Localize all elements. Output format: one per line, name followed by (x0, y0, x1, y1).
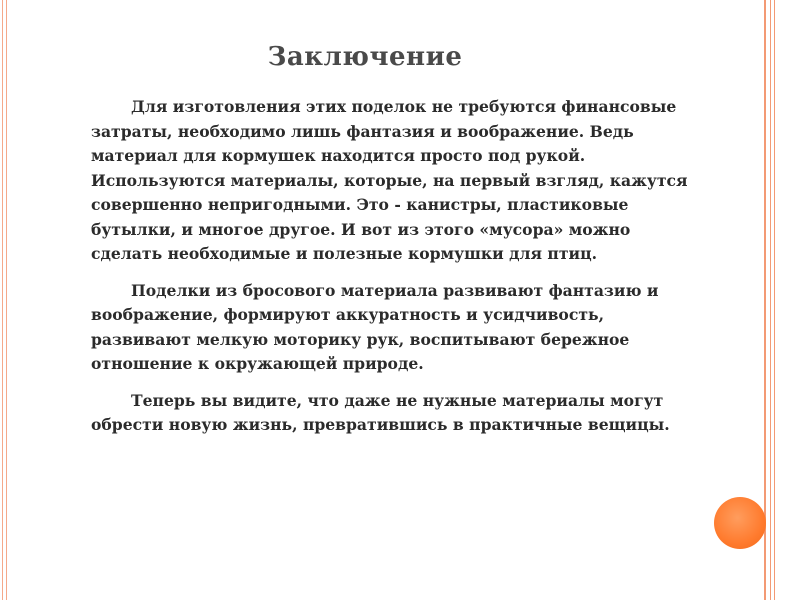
left-border-line (2, 0, 3, 600)
paragraph-text: Теперь вы видите, что даже не нужные материалы могут обрести новую жизнь, превратившись в практичные вещицы. (91, 390, 670, 434)
paragraph-text: Для изготовления этих поделок не требуются финансовые затраты, необходимо лишь фантазия и воображение. Ведь материал для кормушек находится просто под рукой. Используются материалы, которые, на первый взгляд, кажутся совершенно непригодными. Это - канистры, пластиковые бутылки, и многое другое. И вот из этого «мусора» можно сделать необходимые и полезные кормушки для птиц. (91, 97, 688, 263)
right-decorative-line (774, 0, 775, 600)
left-border-line (6, 0, 7, 600)
orange-circle-decoration (714, 497, 766, 549)
slide-title: Заключение (267, 42, 463, 72)
right-decorative-line (764, 0, 766, 600)
right-decorative-line (770, 0, 771, 600)
slide-body (91, 95, 701, 450)
paragraph (91, 389, 701, 438)
paragraph (91, 95, 701, 267)
paragraph (91, 279, 701, 377)
paragraph-text: Поделки из бросового материала развивают фантазию и воображение, формируют аккуратность и усидчивость, развивают мелкую моторику рук, воспитывают бережное отношение к окружающей природе. (91, 280, 659, 373)
